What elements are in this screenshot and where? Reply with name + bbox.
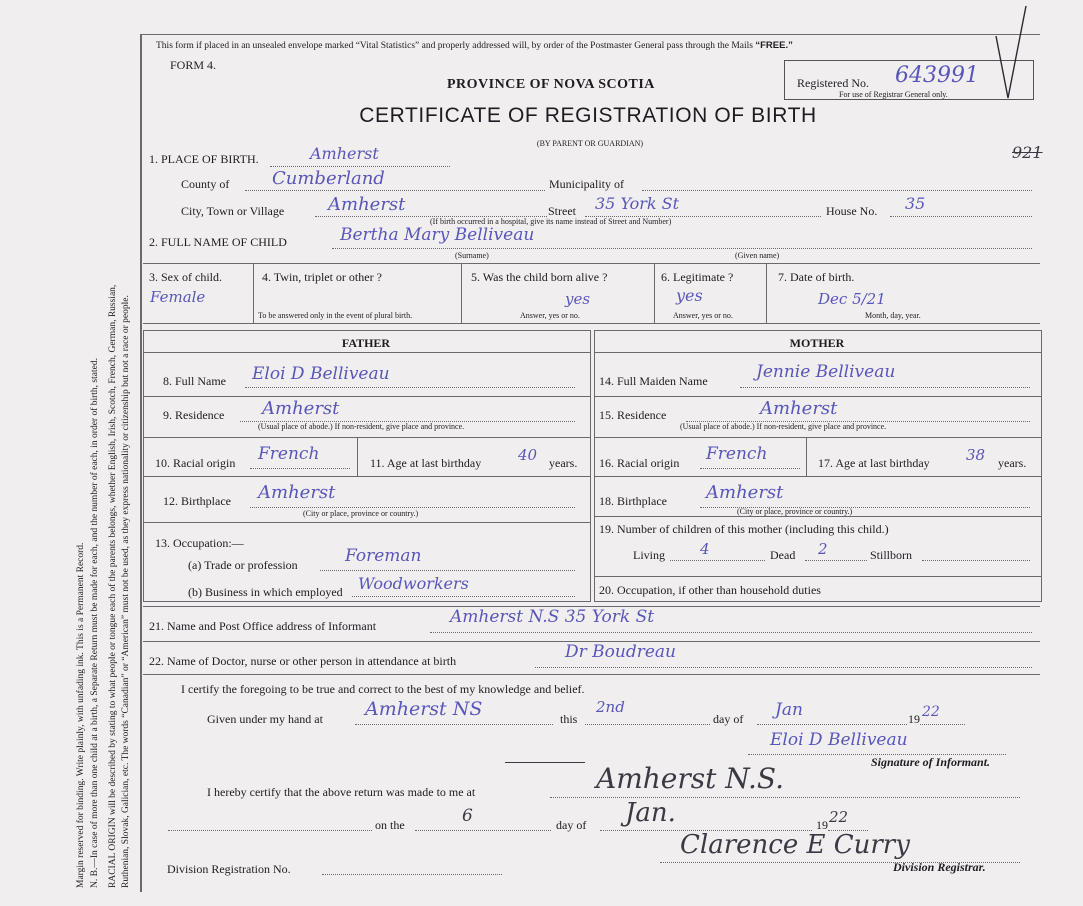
certificate-title: CERTIFICATE OF REGISTRATION OF BIRTH <box>359 104 817 127</box>
given-year-prefix: 19 <box>908 712 920 726</box>
registrar-on-the-label: on the <box>375 818 405 832</box>
house-number-value: 35 <box>905 194 926 213</box>
mother-heading: MOTHER <box>789 336 845 350</box>
sex-label: 3. Sex of child. <box>149 270 222 284</box>
municipality-label: Municipality of <box>549 177 624 191</box>
province-heading: PROVINCE OF NOVA SCOTIA <box>447 77 655 92</box>
place-of-birth-value: Amherst <box>310 144 379 163</box>
legitimate-value: yes <box>676 286 703 305</box>
given-month-value: Jan <box>775 700 803 720</box>
doctor-value: Dr Boudreau <box>565 642 676 662</box>
given-this-label: this <box>560 712 578 726</box>
mother-racial-label: 16. Racial origin <box>599 456 680 470</box>
city-value: Amherst <box>328 194 406 215</box>
given-year-value: 22 <box>922 704 940 720</box>
legitimate-note: Answer, yes or no. <box>673 311 733 320</box>
born-alive-value: yes <box>565 290 591 308</box>
margin-note-binding: Margin reserved for binding. Write plainly, with unfading ink. This is a Permanent Record. <box>76 542 86 888</box>
father-age-label: 11. Age at last birthday <box>370 456 482 470</box>
children-count-label: 19. Number of children of this mother (including this child.) <box>599 522 889 536</box>
registrar-month-value: Jan. <box>625 798 676 828</box>
dead-value: 2 <box>818 540 828 558</box>
mother-birthplace-note: (City or place, province or country.) <box>737 507 853 516</box>
business-label: (b) Business in which employed <box>188 585 343 599</box>
child-name-value: Bertha Mary Belliveau <box>340 225 535 245</box>
date-of-birth-note: Month, day, year. <box>865 311 921 320</box>
father-residence-note: (Usual place of abode.) If non-resident, give place and province. <box>258 422 465 431</box>
mother-residence-note: (Usual place of abode.) If non-resident, give place and province. <box>680 422 887 431</box>
form-number: FORM 4. <box>170 58 217 72</box>
date-of-birth-label: 7. Date of birth. <box>778 270 855 284</box>
mother-residence-value: Amherst <box>760 398 838 419</box>
surname-note: (Surname) <box>455 251 489 260</box>
mother-age-value: 38 <box>966 446 986 464</box>
house-number-label: House No. <box>826 204 878 218</box>
given-at-label: Given under my hand at <box>207 712 323 726</box>
division-registration-label: Division Registration No. <box>167 862 291 876</box>
father-occupation-label: 13. Occupation:— <box>155 536 244 550</box>
given-day-of-label: day of <box>713 712 744 726</box>
date-of-birth-value: Dec 5/21 <box>818 290 886 308</box>
margin-note-racial-origin: RACIAL ORIGIN will be described by stating to what people or tongue each of the parents belongs, whether English, Irish, Scotch, French, German, Russian, <box>108 284 118 888</box>
mother-birthplace-label: 18. Birthplace <box>599 494 667 508</box>
mother-birthplace-value: Amherst <box>706 482 784 503</box>
mother-name-value: Jennie Belliveau <box>756 362 896 382</box>
given-name-note: (Given name) <box>735 251 780 260</box>
father-residence-value: Amherst <box>262 398 340 419</box>
registrar-year-value: 22 <box>829 808 849 826</box>
mother-residence-label: 15. Residence <box>599 408 667 422</box>
twin-label: 4. Twin, triplet or other ? <box>262 270 382 284</box>
doctor-label: 22. Name of Doctor, nurse or other person in attendance at birth <box>149 654 457 668</box>
certificate-subtitle: (BY PARENT OR GUARDIAN) <box>536 139 644 148</box>
born-alive-label: 5. Was the child born alive ? <box>471 270 608 284</box>
child-name-label: 2. FULL NAME OF CHILD <box>149 235 287 249</box>
registered-number: 643991 <box>895 63 979 88</box>
registrar-statement: I hereby certify that the above return was made to me at <box>207 785 476 799</box>
postal-notice-free: “FREE.” <box>755 40 793 51</box>
city-label: City, Town or Village <box>181 204 285 218</box>
living-value: 4 <box>700 540 710 558</box>
mother-occupation-label: 20. Occupation, if other than household duties <box>599 583 821 597</box>
given-day-value: 2nd <box>596 698 625 716</box>
father-residence-label: 9. Residence <box>163 408 225 422</box>
place-of-birth-label: 1. PLACE OF BIRTH. <box>149 152 259 166</box>
street-value: 35 York St <box>595 194 680 213</box>
certify-statement: I certify the foregoing to be true and correct to the best of my knowledge and belief. <box>181 682 585 696</box>
trade-label: (a) Trade or profession <box>188 558 298 572</box>
twin-note: To be answered only in the event of plural birth. <box>258 311 413 320</box>
check-mark-icon <box>990 2 1030 106</box>
margin-note-plural-birth: N. B.—In case of more than one child at a birth, a Separate Return must be made for each, and the number of each, in order of birth, stated. <box>90 358 100 888</box>
top-border-line <box>140 34 1040 35</box>
county-label: County of <box>181 177 230 191</box>
mother-racial-value: French <box>706 444 768 464</box>
business-value: Woodworkers <box>358 574 469 593</box>
father-age-value: 40 <box>518 446 538 464</box>
registrar-signature: Clarence E Curry <box>680 830 910 860</box>
living-label: Living <box>633 548 665 562</box>
registrar-day-of-label: day of <box>556 818 587 832</box>
mother-age-unit: years. <box>998 456 1027 470</box>
registrar-note: For use of Registrar General only. <box>839 90 948 99</box>
mother-age-label: 17. Age at last birthday <box>818 456 930 470</box>
father-birthplace-note: (City or place, province or country.) <box>303 509 419 518</box>
stillborn-label: Stillborn <box>870 548 913 562</box>
born-alive-note: Answer, yes or no. <box>520 311 580 320</box>
father-name-value: Eloi D Belliveau <box>252 364 390 384</box>
legitimate-label: 6. Legitimate ? <box>661 270 734 284</box>
informant-signature-label: Signature of Informant. <box>871 755 991 769</box>
informant-signature: Eloi D Belliveau <box>770 730 908 750</box>
postal-notice-text: This form if placed in an unsealed envelope marked “Vital Statistics” and properly addressed will, by order of the Postmaster General pass through the Mails <box>156 41 753 51</box>
registrar-year-prefix: 19 <box>816 818 828 832</box>
informant-value: Amherst N.S 35 York St <box>450 607 655 627</box>
given-at-value: Amherst NS <box>365 698 483 720</box>
postal-notice <box>156 40 793 51</box>
trade-value: Foreman <box>345 546 422 566</box>
sex-value: Female <box>150 288 206 306</box>
father-age-unit: years. <box>549 456 578 470</box>
county-value: Cumberland <box>272 168 385 189</box>
corner-mark: 921 <box>1012 143 1043 162</box>
dead-label: Dead <box>770 548 796 562</box>
informant-label: 21. Name and Post Office address of Informant <box>149 619 377 633</box>
father-racial-label: 10. Racial origin <box>155 456 236 470</box>
father-birthplace-label: 12. Birthplace <box>163 494 231 508</box>
mother-name-label: 14. Full Maiden Name <box>599 374 708 388</box>
binding-margin-line <box>140 34 142 892</box>
registered-label: Registered No. <box>797 76 869 90</box>
street-label: Street <box>548 204 576 218</box>
father-name-label: 8. Full Name <box>163 374 226 388</box>
father-birthplace-value: Amherst <box>258 482 336 503</box>
margin-note-nationality: Ruthenian, Slovak, Galician, etc. The words “Canadian” or “American” must not be used, as they express nationality or citizenship but not a race or people. <box>121 295 131 888</box>
father-heading: FATHER <box>341 336 391 350</box>
registrar-place-value: Amherst N.S. <box>596 762 784 795</box>
hospital-note: (If birth occurred in a hospital, give its name instead of Street and Number) <box>430 217 672 226</box>
division-registrar-label: Division Registrar. <box>893 860 986 874</box>
registrar-day-value: 6 <box>462 806 473 826</box>
father-racial-value: French <box>258 444 320 464</box>
